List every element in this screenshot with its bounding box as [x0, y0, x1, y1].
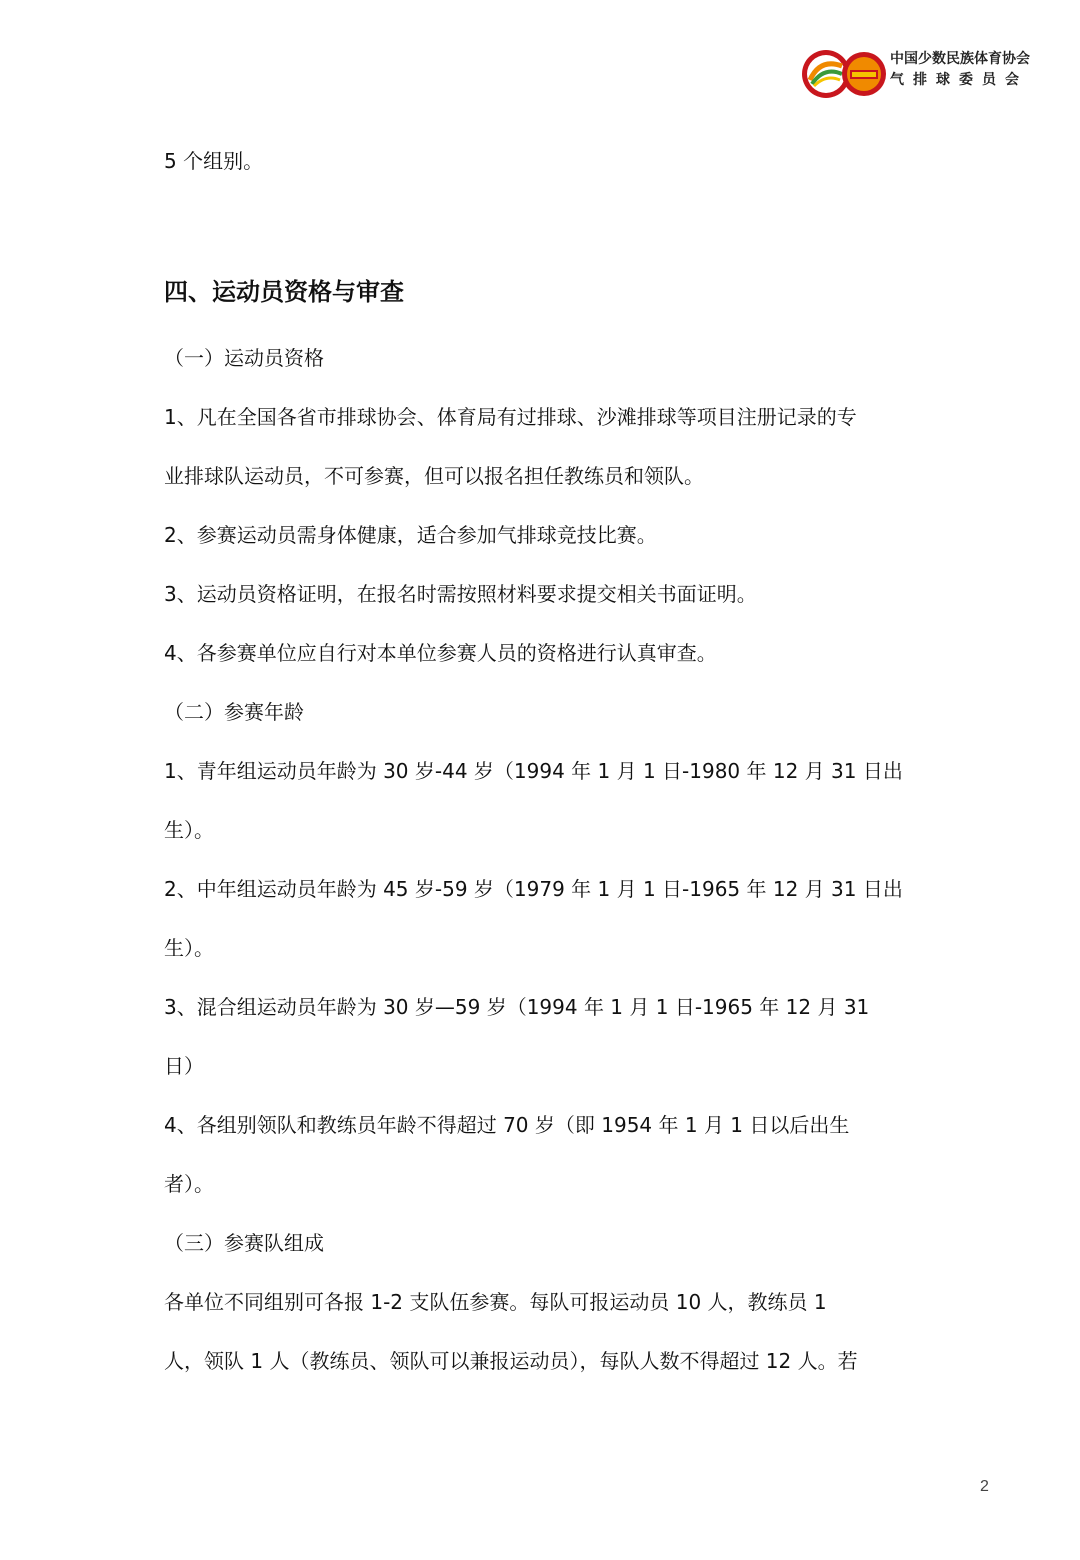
body-text-line: 2、参赛运动员需身体健康，适合参加气排球竞技比赛。: [164, 523, 657, 547]
body-text-line: 4、各参赛单位应自行对本单位参赛人员的资格进行认真审查。: [164, 641, 717, 665]
body-text-line: 5 个组别。: [164, 149, 264, 173]
body-text-line: 生）。: [164, 936, 214, 960]
org-name-line2: 气排球委员会: [890, 72, 1028, 88]
org-name-line1: 中国少数民族体育协会: [890, 51, 1030, 67]
body-text-line: 日）: [164, 1054, 204, 1078]
body-text-line: 4、各组别领队和教练员年龄不得超过 70 岁（即 1954 年 1 月 1 日以后出生: [164, 1113, 850, 1137]
body-text-line: 各单位不同组别可各报 1-2 支队伍参赛。每队可报运动员 10 人，教练员 1: [164, 1290, 827, 1314]
body-text-line: 人，领队 1 人（教练员、领队可以兼报运动员），每队人数不得超过 12 人。若: [164, 1349, 858, 1373]
header-logo: [800, 48, 1045, 100]
subsection-heading: （三）参赛队组成: [164, 1231, 324, 1255]
body-text-line: 3、混合组运动员年龄为 30 岁—59 岁（1994 年 1 月 1 日-1965 年 12 月 31: [164, 995, 870, 1019]
body-text-line: 2、中年组运动员年龄为 45 岁-59 岁（1979 年 1 月 1 日-1965 年 12 月 31 日出: [164, 877, 903, 901]
body-text-line: 3、运动员资格证明，在报名时需按照材料要求提交相关书面证明。: [164, 582, 757, 606]
logo-emblem-icon: [800, 48, 892, 100]
body-text-line: 者）。: [164, 1172, 214, 1196]
section-heading: 四、运动员资格与审查: [164, 278, 404, 306]
page-number: 2: [980, 1478, 989, 1495]
body-text-line: 生）。: [164, 818, 214, 842]
body-text-line: 1、青年组运动员年龄为 30 岁-44 岁（1994 年 1 月 1 日-1980 年 12 月 31 日出: [164, 759, 903, 783]
body-text-line: 业排球队运动员，不可参赛，但可以报名担任教练员和领队。: [164, 464, 704, 488]
subsection-heading: （一）运动员资格: [164, 346, 324, 370]
subsection-heading: （二）参赛年龄: [164, 700, 304, 724]
body-text-line: 1、凡在全国各省市排球协会、体育局有过排球、沙滩排球等项目注册记录的专: [164, 405, 857, 429]
